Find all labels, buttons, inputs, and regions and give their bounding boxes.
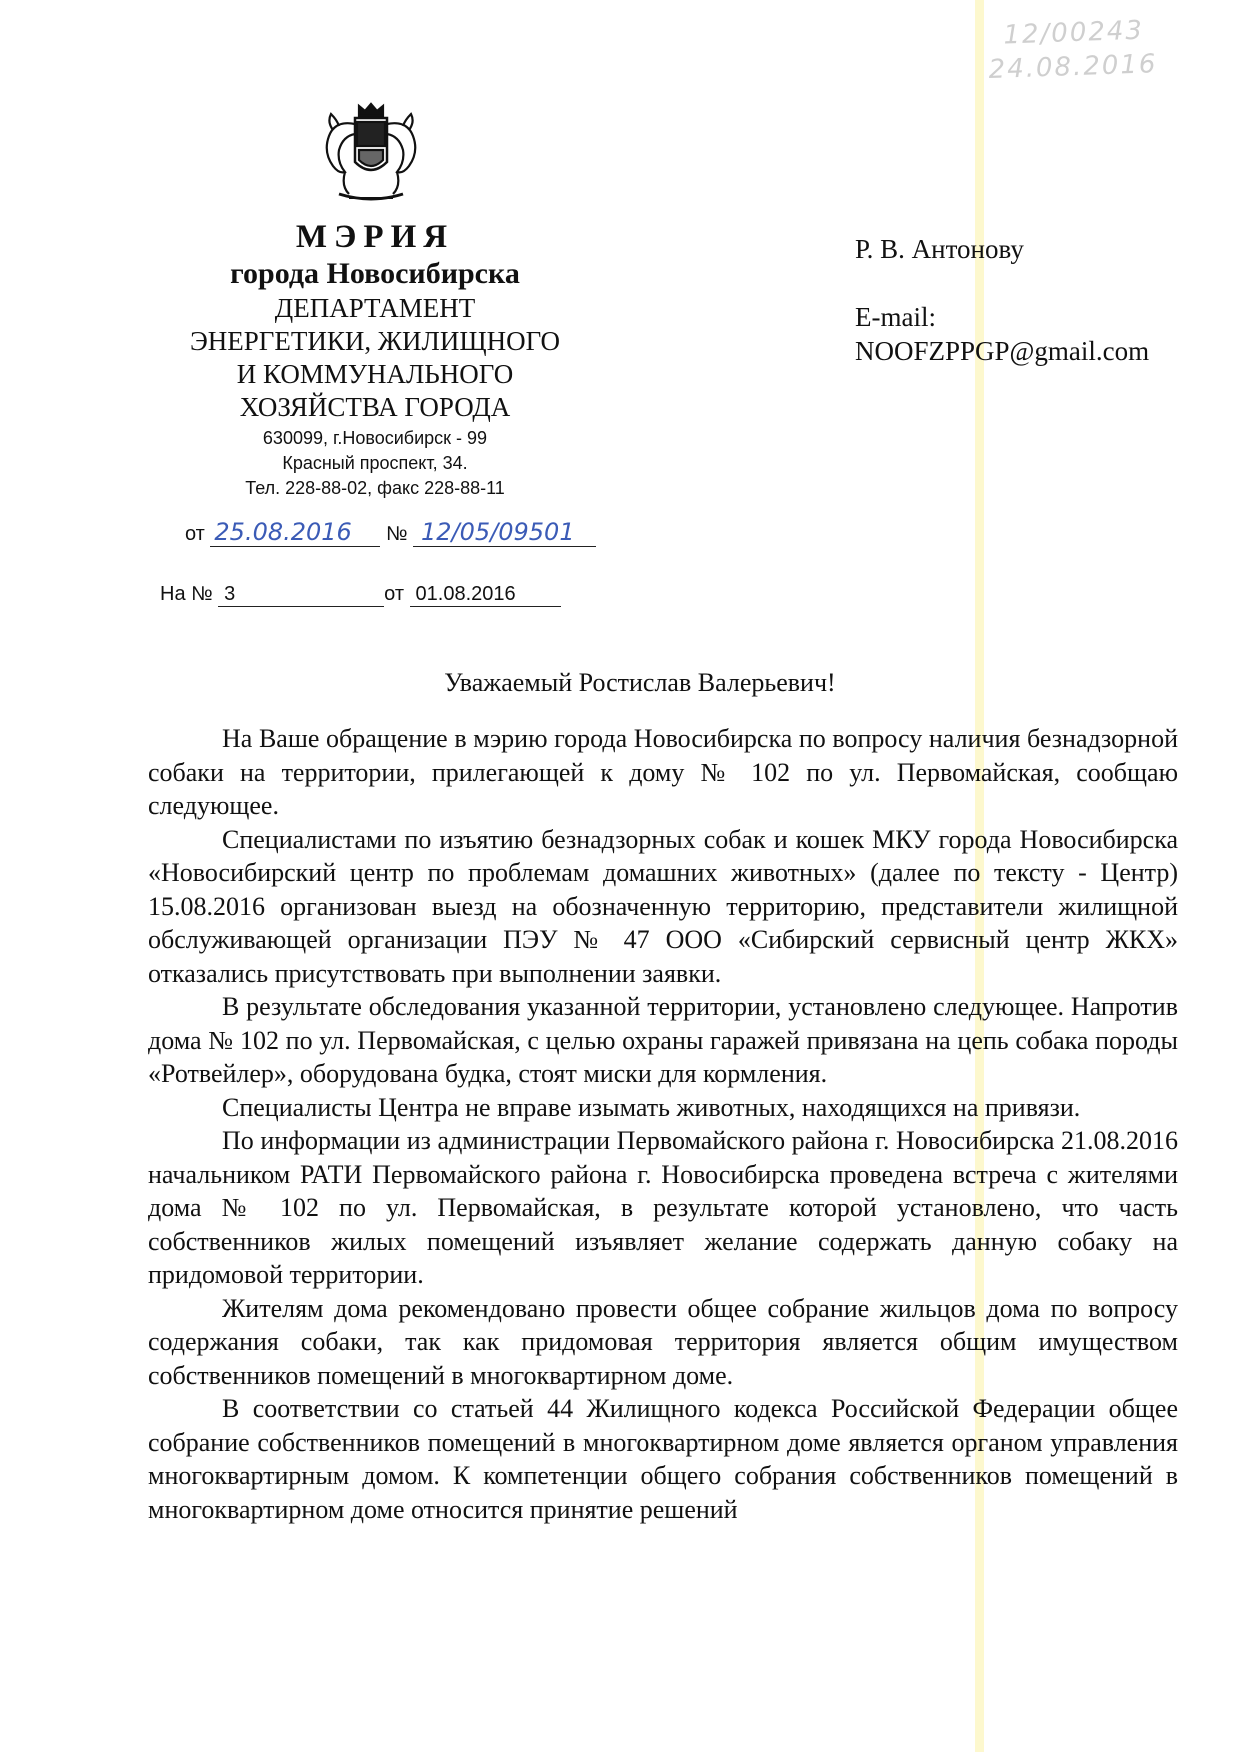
outgoing-number-label: № bbox=[385, 523, 408, 545]
coat-of-arms-icon bbox=[315, 102, 427, 212]
address-line: Тел. 228-88-02, факс 228-88-11 bbox=[245, 478, 505, 498]
dept-line: ХОЗЯЙСТВА ГОРОДА bbox=[239, 392, 511, 422]
incoming-number-label: На № bbox=[160, 583, 213, 605]
recipient-email: NOOFZPPGP@gmail.com bbox=[855, 336, 1150, 366]
salutation: Уважаемый Ростислав Валерьевич! bbox=[444, 668, 836, 697]
recipient-email-label: E-mail: bbox=[855, 302, 936, 332]
address-line: 630099, г.Новосибирск - 99 bbox=[262, 428, 488, 448]
recipient-block bbox=[855, 232, 1149, 368]
body-paragraph: На Ваше обращение в мэрию города Новосибирска по вопросу наличия безнадзорной собаки на территории, прилегающей к дому № 102 по ул. Первомайская, сообщаю следующее. bbox=[148, 724, 1178, 820]
body-paragraph: Жителям дома рекомендовано провести общее собрание жильцов дома по вопросу содержания собаки, так как придомовая территория является общим имуществом собственников помещений в многоквартирном доме. bbox=[148, 1293, 1178, 1390]
outgoing-date: 25.08.2016 bbox=[210, 518, 380, 547]
outgoing-reference bbox=[185, 518, 596, 547]
body-paragraph: По информации из администрации Первомайского района г. Новосибирска 21.08.2016 начальником РАТИ Первомайского района г. Новосибирска проведена встреча с жителями дома № 102 по ул. Первомайская, в результате которой установлено, что часть собственников жилых помещений изъявляет желание содержать данную собаку на придомовой территории. bbox=[148, 1126, 1178, 1289]
dept-line: ДЕПАРТАМЕНТ bbox=[274, 293, 476, 323]
outgoing-date-label: от bbox=[185, 523, 205, 545]
incoming-date-label: от bbox=[384, 583, 404, 605]
address-block bbox=[140, 426, 610, 501]
incoming-number: 3 bbox=[218, 583, 384, 607]
dept-line: И КОММУНАЛЬНОГО bbox=[236, 359, 514, 389]
body-paragraph: В соответствии со статьей 44 Жилищного кодекса Российской Федерации общее собрание собственников помещений в многоквартирном доме является органом управления многоквартирным домом. К компетенции общего собрания собственников помещений в многоквартирном доме относится принятие решений bbox=[148, 1394, 1178, 1524]
letter-body bbox=[148, 722, 1178, 1526]
dept-line: ЭНЕРГЕТИКИ, ЖИЛИЩНОГО bbox=[189, 326, 561, 356]
incoming-date: 01.08.2016 bbox=[410, 583, 561, 607]
registration-stamp bbox=[959, 12, 1191, 88]
outgoing-number: 12/05/09501 bbox=[413, 518, 596, 547]
incoming-reference bbox=[160, 583, 561, 607]
recipient-name: Р. В. Антонову bbox=[855, 234, 1024, 264]
stamp-date: 24.08.2016 bbox=[988, 49, 1158, 86]
stamp-number: 12/00243 bbox=[1002, 15, 1145, 51]
body-paragraph: В результате обследования указанной территории, установлено следующее. Напротив дома № 102 по ул. Первомайская, с целью охраны гаражей привязана на цепь собака породы «Ротвейлер», оборудована будка, стоят миски для кормления. bbox=[148, 992, 1178, 1088]
org-city: города Новосибирска bbox=[230, 257, 520, 290]
organization-header bbox=[140, 218, 610, 501]
address-line: Красный проспект, 34. bbox=[282, 453, 468, 473]
body-paragraph: Специалисты Центра не вправе изымать животных, находящихся на привязи. bbox=[222, 1092, 1081, 1122]
org-mayor: МЭРИЯ bbox=[295, 219, 455, 255]
body-paragraph: Специалистами по изъятию безнадзорных собак и кошек МКУ города Новосибирска «Новосибирский центр по проблемам домашних животных» (далее по тексту - Центр) 15.08.2016 организован выезд на обозначенную территорию, представители жилищной обслуживающей организации ПЭУ № 47 ООО «Сибирский сервисный центр ЖКХ» отказались присутствовать при выполнении заявки. bbox=[148, 824, 1178, 988]
